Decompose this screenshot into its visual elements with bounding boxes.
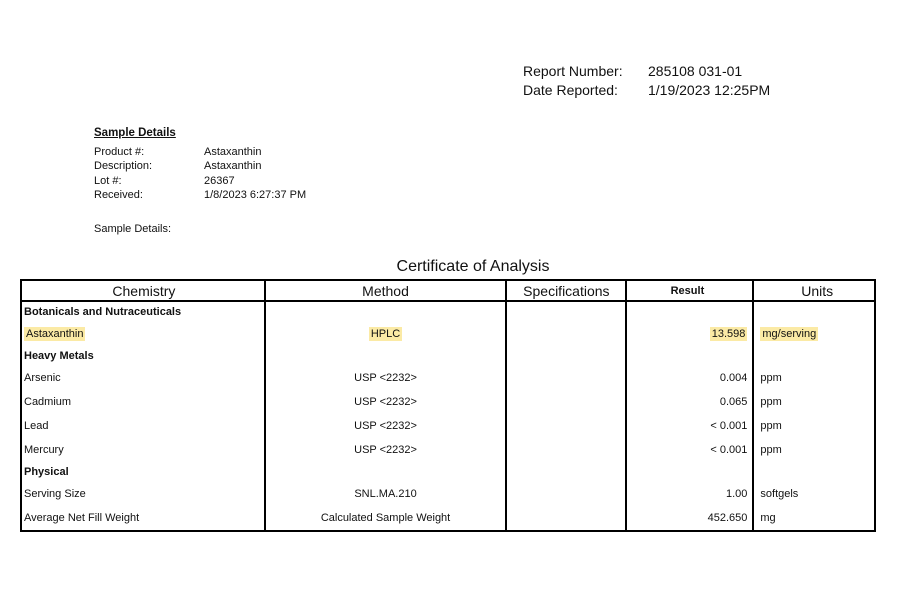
header-units: Units [753, 280, 875, 301]
section-row [21, 301, 875, 322]
units-cell: softgels [753, 482, 875, 506]
method-cell: USP <2232> [265, 390, 506, 414]
units-cell: ppm [753, 438, 875, 462]
header-chemistry: Chemistry [21, 280, 265, 301]
date-reported-row [523, 81, 770, 100]
section-name: Botanicals and Nutraceuticals [21, 301, 265, 322]
result-cell: 0.065 [626, 390, 753, 414]
result-cell: 0.004 [626, 366, 753, 390]
spec-cell [506, 506, 626, 531]
date-reported-value: 1/19/2023 12:25PM [648, 82, 771, 98]
description-label: Description: [94, 160, 153, 172]
table-row [21, 506, 875, 531]
lot-value: 26367 [204, 174, 235, 187]
report-number-row [523, 62, 770, 81]
result-cell: < 0.001 [626, 414, 753, 438]
table-row [21, 390, 875, 414]
description-value: Astaxanthin [204, 160, 262, 172]
chemistry-cell: Astaxanthin [26, 328, 84, 340]
description-row [94, 159, 306, 174]
result-cell: < 0.001 [626, 438, 753, 462]
units-cell: ppm [753, 390, 875, 414]
table-header-row [21, 280, 875, 301]
lot-row [94, 174, 306, 189]
method-cell: USP <2232> [265, 414, 506, 438]
units-cell: ppm [753, 414, 875, 438]
method-cell: Calculated Sample Weight [265, 506, 506, 531]
method-cell: SNL.MA.210 [265, 482, 506, 506]
result-cell: 452.650 [626, 506, 753, 531]
spec-cell [506, 414, 626, 438]
received-row [94, 188, 306, 203]
spec-cell [506, 322, 626, 346]
units-cell: mg/serving [762, 328, 817, 340]
spec-cell [506, 438, 626, 462]
report-number-value: 285108 031-01 [648, 63, 743, 79]
units-cell: ppm [753, 366, 875, 390]
section-name: Heavy Metals [21, 346, 265, 366]
chemistry-cell: Cadmium [21, 390, 265, 414]
chemistry-cell: Average Net Fill Weight [21, 506, 265, 531]
product-row [94, 145, 306, 160]
table-row [21, 322, 875, 346]
sample-details-title: Sample Details [94, 127, 176, 139]
date-reported-label: Date Reported: [523, 82, 618, 98]
method-cell: HPLC [370, 328, 401, 340]
report-header [523, 62, 770, 100]
spec-cell [506, 366, 626, 390]
header-result: Result [626, 280, 753, 301]
certificate-title: Certificate of Analysis [396, 258, 550, 275]
received-value: 1/8/2023 6:27:37 PM [204, 189, 307, 201]
result-cell: 13.598 [711, 328, 746, 340]
chemistry-cell: Lead [21, 414, 265, 438]
units-cell: mg [753, 506, 875, 531]
header-method: Method [265, 280, 506, 301]
sample-details-note: Sample Details: [94, 223, 172, 235]
section-name: Physical [21, 462, 265, 482]
spec-cell [506, 482, 626, 506]
sample-details [94, 126, 306, 203]
received-label: Received: [94, 189, 143, 201]
header-specifications: Specifications [506, 280, 626, 301]
product-label: Product #: [94, 145, 145, 158]
chemistry-cell: Arsenic [21, 366, 265, 390]
method-cell: USP <2232> [265, 438, 506, 462]
table-row [21, 482, 875, 506]
table-row [21, 414, 875, 438]
spec-cell [506, 390, 626, 414]
section-row [21, 346, 875, 366]
table-row [21, 366, 875, 390]
chemistry-cell: Serving Size [21, 482, 265, 506]
lot-label: Lot #: [94, 174, 122, 187]
method-cell: USP <2232> [265, 366, 506, 390]
product-value: Astaxanthin [204, 145, 262, 158]
analysis-table [20, 279, 876, 532]
section-row [21, 462, 875, 482]
table-row [21, 438, 875, 462]
chemistry-cell: Mercury [21, 438, 265, 462]
report-number-label: Report Number: [523, 63, 623, 79]
result-cell: 1.00 [626, 482, 753, 506]
